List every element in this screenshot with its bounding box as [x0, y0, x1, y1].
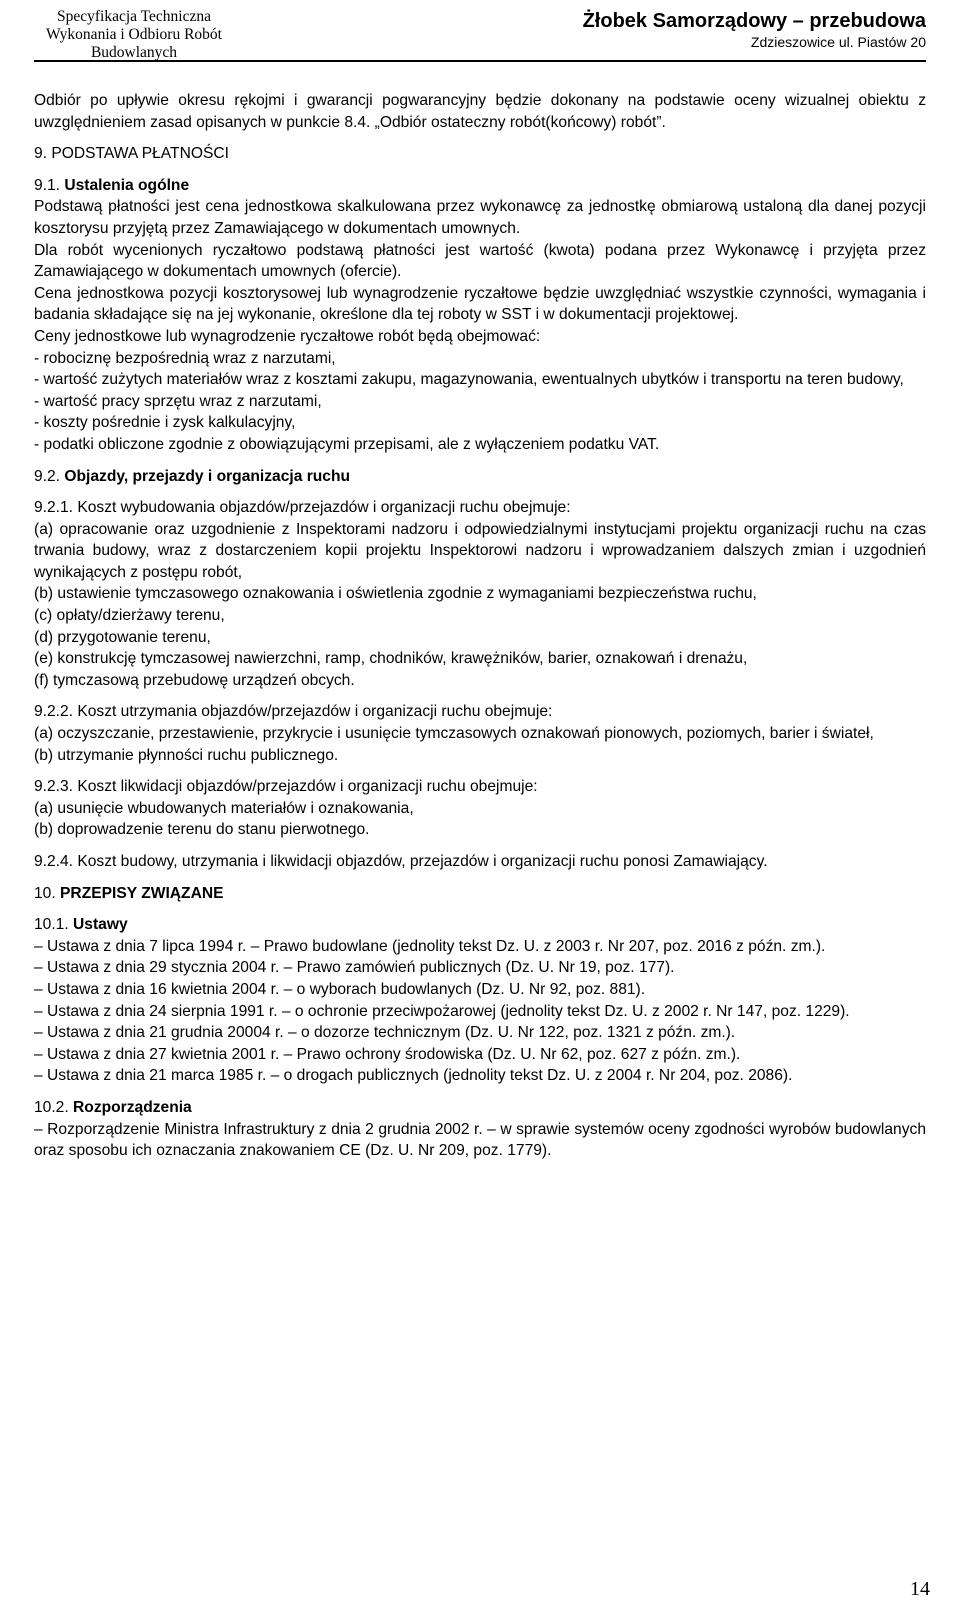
- section-10-1-number: 10.1.: [34, 916, 69, 934]
- paragraph: Ceny jednostkowe lub wynagrodzenie ryczałtowe robót będą obejmować:: [34, 327, 541, 345]
- list-item: (a) usunięcie wbudowanych materiałów i oznakowania,: [34, 799, 414, 817]
- header-left-line3: Budowlanych: [90, 44, 178, 61]
- list-item: – Ustawa z dnia 16 kwietnia 2004 r. – o wyborach budowlanych (Dz. U. Nr 92, poz. 881).: [34, 980, 646, 998]
- document-body: [34, 90, 926, 1162]
- section-9-heading: 9. PODSTAWA PŁATNOŚCI: [34, 145, 229, 163]
- list-item: – Ustawa z dnia 29 stycznia 2004 r. – Prawo zamówień publicznych (Dz. U. Nr 19, poz. 177).: [34, 959, 675, 977]
- section-9-2-4-paragraph: 9.2.4. Koszt budowy, utrzymania i likwidacji objazdów, przejazdów i organizacji ruchu ponosi Zamawiający.: [34, 853, 768, 870]
- list-item: (d) przygotowanie terenu,: [34, 628, 211, 646]
- header-left-line1: Specyfikacja Techniczna: [57, 8, 211, 25]
- section-9-2-1-heading: 9.2.1. Koszt wybudowania objazdów/przejazdów i organizacji ruchu obejmuje:: [34, 499, 571, 517]
- list-item: – Ustawa z dnia 7 lipca 1994 r. – Prawo budowlane (jednolity tekst Dz. U. z 2003 r. Nr 207, poz. 2016 z późn. zm.).: [34, 937, 826, 955]
- section-9-2-title: Objazdy, przejazdy i organizacja ruchu: [64, 467, 351, 485]
- section-9-1-number: 9.1.: [34, 176, 61, 194]
- document-title: Żłobek Samorządowy – przebudowa: [582, 10, 926, 32]
- list-item: - wartość zużytych materiałów wraz z kosztami zakupu, magazynowania, ewentualnych ubytków i transportu na teren budowy,: [34, 371, 904, 389]
- paragraph: Cena jednostkowa pozycji kosztorysowej lub wynagrodzenie ryczałtowe będzie uwzględniać wszystkie czynności, wymagania i badania składające się na jej wykonanie, określone dla tej roboty w SST i w dokumentacji projektowej.: [34, 284, 926, 324]
- page-number: 14: [910, 1578, 930, 1600]
- list-item: – Ustawa z dnia 21 grudnia 20004 r. – o dozorze technicznym (Dz. U. Nr 122, poz. 1321 z późn. zm.).: [34, 1024, 736, 1042]
- list-item: (a) oczyszczanie, przestawienie, przykrycie i usunięcie tymczasowych oznakowań pionowych, poziomych, barier i świateł,: [34, 725, 874, 743]
- section-9-2-number: 9.2.: [34, 467, 61, 485]
- page-header: [34, 6, 926, 62]
- list-item: (e) konstrukcję tymczasowej nawierzchni, ramp, chodników, krawężników, barier, oznakowań i drenażu,: [34, 650, 748, 668]
- list-item: (b) ustawienie tymczasowego oznakowania i oświetlenia zgodnie z wymaganiami bezpieczeństwa ruchu,: [34, 585, 757, 603]
- paragraph: Dla robót wycenionych ryczałtowo podstawą płatności jest wartość (kwota) podana przez Wykonawcę i przyjęta przez Zamawiającego w dokumentach umownych (ofercie).: [34, 241, 926, 281]
- document-address: Zdzieszowice ul. Piastów 20: [750, 34, 926, 50]
- section-10-heading: [34, 883, 926, 905]
- section-10-1-title: Ustawy: [73, 916, 128, 934]
- list-item: (f) tymczasową przebudowę urządzeń obcych.: [34, 671, 355, 689]
- header-left-line2: Wykonania i Odbioru Robót: [45, 26, 222, 43]
- list-item: - wartość pracy sprzętu wraz z narzutami,: [34, 392, 322, 410]
- list-item: (c) opłaty/dzierżawy terenu,: [34, 607, 225, 625]
- section-10-2-heading: [34, 1097, 926, 1119]
- section-9-2-heading: [34, 466, 926, 488]
- list-item: – Ustawa z dnia 27 kwietnia 2001 r. – Prawo ochrony środowiska (Dz. U. Nr 62, poz. 627 z późn. zm.).: [34, 1045, 741, 1063]
- section-9-1-heading: [34, 175, 926, 197]
- list-item: – Ustawa z dnia 21 marca 1985 r. – o drogach publicznych (jednolity tekst Dz. U. z 2004 r. Nr 204, poz. 2086).: [34, 1067, 793, 1085]
- paragraph: Podstawą płatności jest cena jednostkowa skalkulowana przez wykonawcę za jednostkę obmiarową ustaloną dla danej pozycji kosztorysu przyjętą przez Zamawiającego w dokumentach umownych.: [34, 198, 926, 237]
- list-item: (b) doprowadzenie terenu do stanu pierwotnego.: [34, 821, 370, 839]
- section-9-2-3-heading: 9.2.3. Koszt likwidacji objazdów/przejazdów i organizacji ruchu obejmuje:: [34, 778, 538, 796]
- intro-paragraph: Odbiór po upływie okresu rękojmi i gwarancji pogwarancyjny będzie dokonany na podstawie oceny wizualnej obiektu z uwzględnieniem zasad opisanych w punkcie 8.4. „Odbiór ostateczny robót(końcowy) robót”.: [34, 92, 926, 131]
- list-item: (b) utrzymanie płynności ruchu publicznego.: [34, 746, 339, 764]
- list-item: - koszty pośrednie i zysk kalkulacyjny,: [34, 414, 296, 432]
- section-10-number: 10.: [34, 884, 56, 902]
- header-right-block: [583, 8, 926, 50]
- section-10-2-number: 10.2.: [34, 1098, 69, 1116]
- list-item: - robociznę bezpośrednią wraz z narzutami,: [34, 349, 336, 367]
- section-10-1-heading: [34, 914, 926, 936]
- section-10-title: PRZEPISY ZWIĄZANE: [60, 884, 224, 902]
- header-left-block: [34, 8, 234, 62]
- section-9-1-title: Ustalenia ogólne: [64, 176, 190, 194]
- list-item: – Rozporządzenie Ministra Infrastruktury z dnia 2 grudnia 2002 r. – w sprawie systemów oceny zgodności wyrobów budowlanych oraz sposobu ich oznaczania znakowaniem CE (Dz. U. Nr 209, poz. 1779).: [34, 1120, 926, 1160]
- list-item: (a) opracowanie oraz uzgodnienie z Inspektorami nadzoru i odpowiedzialnymi instytucjami projektu organizacji ruchu na czas trwania budowy, wraz z dostarczeniem kopii projektu Inspektorowi nadzoru i wprowadzaniem dalszych zmian i uzgodnień wynikających z postępu robót,: [34, 520, 926, 581]
- list-item: – Ustawa z dnia 24 sierpnia 1991 r. – o ochronie przeciwpożarowej (jednolity tekst Dz. U. z 2002 r. Nr 147, poz. 1229).: [34, 1002, 850, 1020]
- section-9-2-2-heading: 9.2.2. Koszt utrzymania objazdów/przejazdów i organizacji ruchu obejmuje:: [34, 703, 553, 721]
- list-item: - podatki obliczone zgodnie z obowiązującymi przepisami, ale z wyłączeniem podatku VAT.: [34, 435, 660, 453]
- section-10-2-title: Rozporządzenia: [73, 1098, 192, 1116]
